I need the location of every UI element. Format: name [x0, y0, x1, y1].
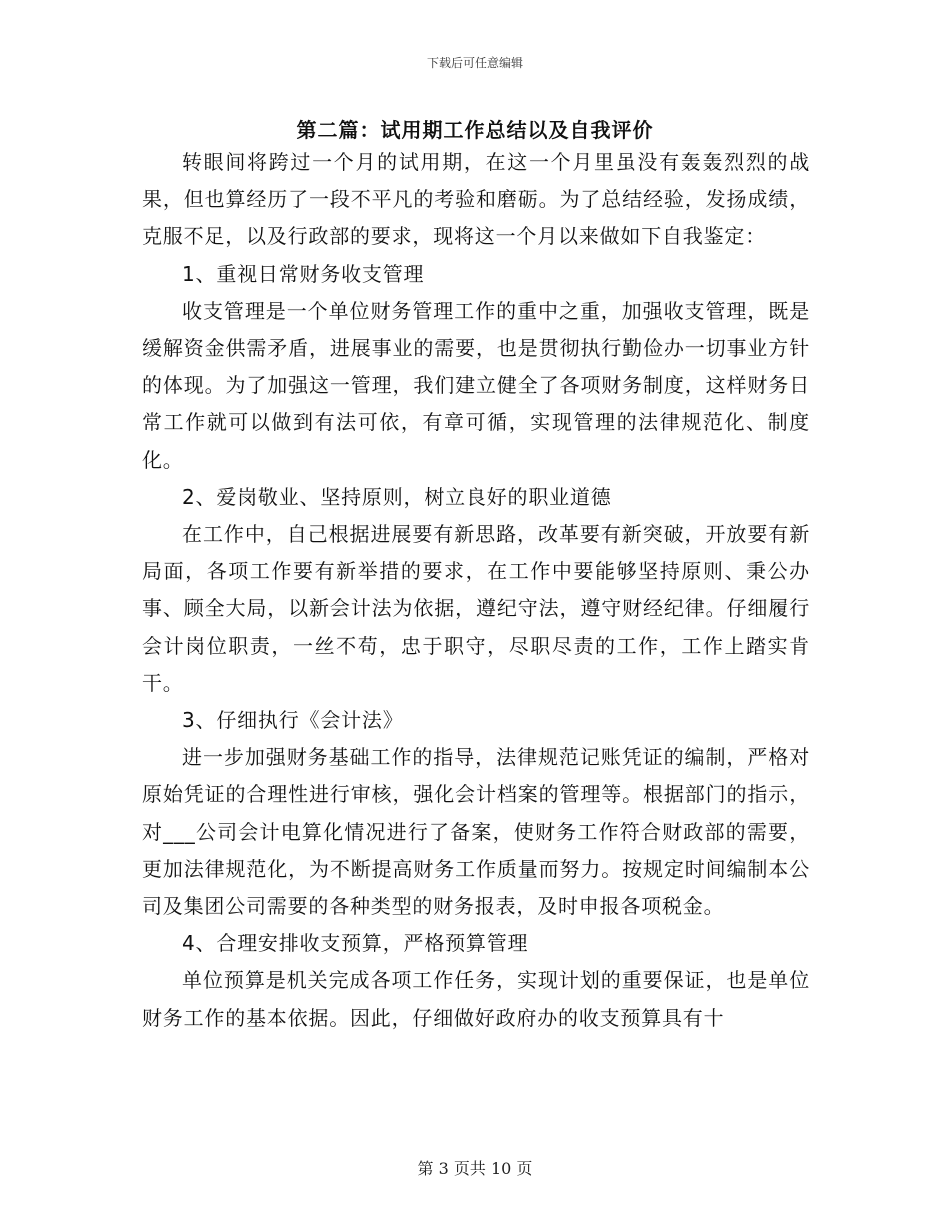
- page-number: 第 3 页共 10 页: [417, 1159, 533, 1178]
- paragraph-intro: 转眼间将跨过一个月的试用期，在这一个月里虽没有轰轰烈烈的战果，但也算经历了一段不平凡的考验和磨砺。为了总结经验，发扬成绩，克服不足，以及行政部的要求，现将这一个月以来做如下自我鉴定：: [142, 150, 810, 249]
- section-heading-2: 2、爱岗敬业、坚持原则，树立良好的职业道德: [182, 484, 612, 509]
- section-heading-1: 1、重视日常财务收支管理: [182, 261, 425, 286]
- section-heading-4: 4、合理安排收支预算，严格预算管理: [182, 931, 529, 956]
- paragraph-section-1: 收支管理是一个单位财务管理工作的重中之重，加强收支管理，既是缓解资金供需矛盾，进展事业的需要，也是贯彻执行勤俭办一切事业方针的体现。为了加强这一管理，我们建立健全了各项财务制度，这样财务日常工作就可以做到有法可依，有章可循，实现管理的法律规范化、制度化。: [142, 298, 810, 472]
- paragraph-section-4: 单位预算是机关完成各项工作任务，实现计划的重要保证，也是单位财务工作的基本依据。因此，仔细做好政府办的收支预算具有十: [142, 968, 810, 1030]
- document-title: 第二篇：试用期工作总结以及自我评价: [296, 118, 654, 142]
- paragraph-section-3: 进一步加强财务基础工作的指导，法律规范记账凭证的编制，严格对原始凭证的合理性进行审核，强化会计档案的管理等。根据部门的指示，对___公司会计电算化情况进行了备案，使财务工作符合财政部的需要，更加法律规范化，为不断提高财务工作质量而努力。按规定时间编制本公司及集团公司需要的各种类型的财务报表，及时申报各项税金。: [142, 745, 810, 919]
- paragraph-section-2: 在工作中，自己根据进展要有新思路，改革要有新突破，开放要有新局面，各项工作要有新举措的要求，在工作中要能够坚持原则、秉公办事、顾全大局，以新会计法为依据，遵纪守法，遵守财经纪律。仔细履行会计岗位职责，一丝不苟，忠于职守，尽职尽责的工作，工作上踏实肯干。: [142, 522, 810, 695]
- section-heading-3: 3、仔细执行《会计法》: [182, 708, 404, 733]
- document-body: [142, 144, 810, 1037]
- header-note: 下载后可任意编辑: [426, 56, 523, 70]
